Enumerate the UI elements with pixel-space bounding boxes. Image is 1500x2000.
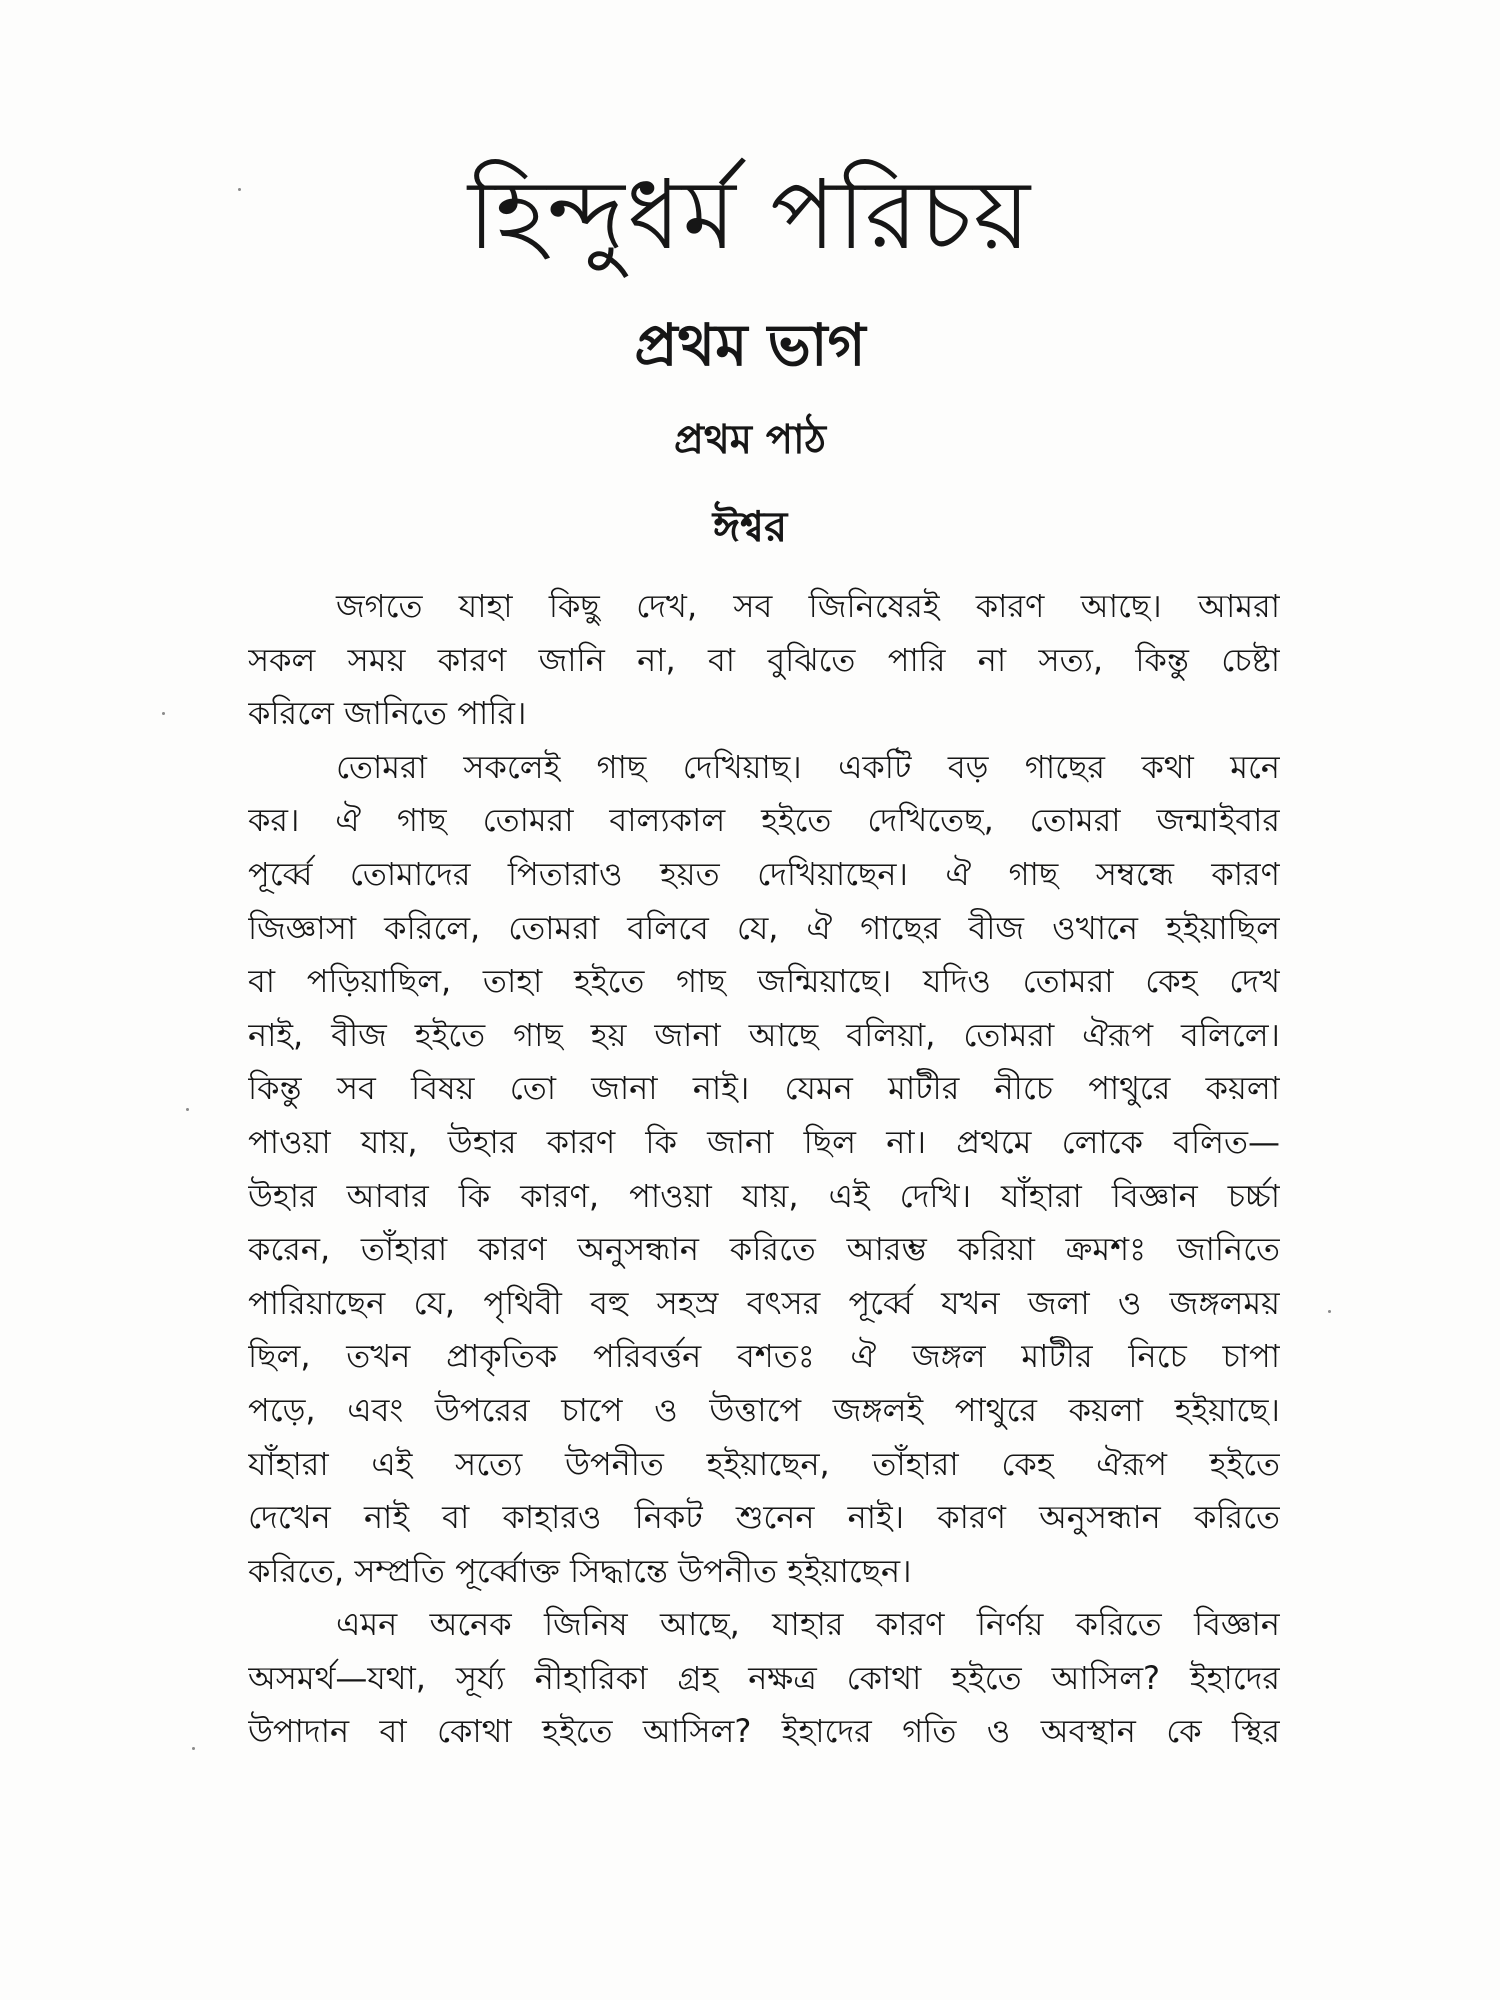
paragraph-1-line-2: সকল সময় কারণ জানি না, বা বুঝিতে পারি না সত্য, কিন্তু চেষ্টা	[248, 640, 1280, 679]
scan-speck	[238, 188, 241, 191]
scan-speck	[186, 1108, 189, 1111]
lesson-title: প্রথম পাঠ	[673, 417, 827, 463]
paragraph-2-line-7: কিন্তু সব বিষয় তো জানা নাই। যেমন মাটীর নীচে পাথুরে কয়লা	[248, 1069, 1280, 1108]
part-title: প্রথম ভাগ	[634, 311, 866, 379]
paragraph-2-line-11: পারিয়াছেন যে, পৃথিবী বহু সহস্র বৎসর পূর্ব্বে যখন জলা ও জঙ্গলময়	[248, 1283, 1280, 1322]
paragraph-2-line-10: করেন, তাঁহারা কারণ অনুসন্ধান করিতে আরম্ভ করিয়া ক্রমশঃ জানিতে	[248, 1230, 1280, 1269]
paragraph-3-line-2: অসমর্থ—যথা, সূর্য্য নীহারিকা গ্রহ নক্ষত্র কোথা হইতে আসিল? ইহাদের	[248, 1658, 1280, 1697]
body-text	[248, 580, 1280, 1759]
paragraph-3-line-1: এমন অনেক জিনিষ আছে, যাহার কারণ নির্ণয় করিতে বিজ্ঞান	[336, 1605, 1280, 1644]
paragraph-2-line-13: পড়ে, এবং উপরের চাপে ও উত্তাপে জঙ্গলই পাথুরে কয়লা হইয়াছে।	[248, 1390, 1280, 1429]
scan-speck	[1328, 1310, 1331, 1313]
scan-speck	[192, 1747, 195, 1750]
paragraph-2-line-9: উহার আবার কি কারণ, পাওয়া যায়, এই দেখি। যাঁহারা বিজ্ঞান চর্চ্চা	[248, 1176, 1280, 1215]
topic-title: ঈশ্বর	[712, 502, 788, 551]
paragraph-2-line-16: করিতে, সম্প্রতি পূর্ব্বোক্ত সিদ্ধান্তে উপনীত হইয়াছেন।	[248, 1551, 912, 1590]
paragraph-2-line-8: পাওয়া যায়, উহার কারণ কি জানা ছিল না। প্রথমে লোকে বলিত—	[248, 1122, 1280, 1161]
paragraph-2-line-6: নাই, বীজ হইতে গাছ হয় জানা আছে বলিয়া, তোমরা ঐরূপ বলিলে।	[248, 1015, 1280, 1054]
paragraph-1-line-3: করিলে জানিতে পারি।	[248, 694, 527, 733]
paragraph-2-line-15: দেখেন নাই বা কাহারও নিকট শুনেন নাই। কারণ অনুসন্ধান করিতে	[248, 1498, 1280, 1537]
paragraph-3-line-3: উপাদান বা কোথা হইতে আসিল? ইহাদের গতি ও অবস্থান কে স্থির	[248, 1712, 1280, 1751]
scan-speck	[162, 712, 165, 715]
paragraph-1-line-1: জগতে যাহা কিছু দেখ, সব জিনিষেরই কারণ আছে। আমরা	[336, 587, 1280, 625]
paragraph-2-line-5: বা পড়িয়াছিল, তাহা হইতে গাছ জন্মিয়াছে। যদিও তোমরা কেহ দেখ	[248, 962, 1280, 1001]
paragraph-2-line-3: পূর্ব্বে তোমাদের পিতারাও হয়ত দেখিয়াছেন। ঐ গাছ সম্বন্ধে কারণ	[248, 854, 1280, 893]
paragraph-2-line-14: যাঁহারা এই সত্যে উপনীত হইয়াছেন, তাঁহারা কেহ ঐরূপ হইতে	[248, 1444, 1280, 1483]
paragraph-2-line-12: ছিল, তখন প্রাকৃতিক পরিবর্ত্তন বশতঃ ঐ জঙ্গল মাটীর নিচে চাপা	[248, 1337, 1280, 1376]
paragraph-2-line-1: তোমরা সকলেই গাছ দেখিয়াছ। একটি বড় গাছের কথা মনে	[336, 747, 1280, 786]
paragraph-2-line-2: কর। ঐ গাছ তোমরা বাল্যকাল হইতে দেখিতেছ, তোমরা জন্মাইবার	[248, 801, 1280, 840]
paragraph-2-line-4: জিজ্ঞাসা করিলে, তোমরা বলিবে যে, ঐ গাছের বীজ ওখানে হইয়াছিল	[248, 908, 1280, 947]
book-title: হিন্দুধর্ম পরিচয়	[467, 159, 1033, 271]
